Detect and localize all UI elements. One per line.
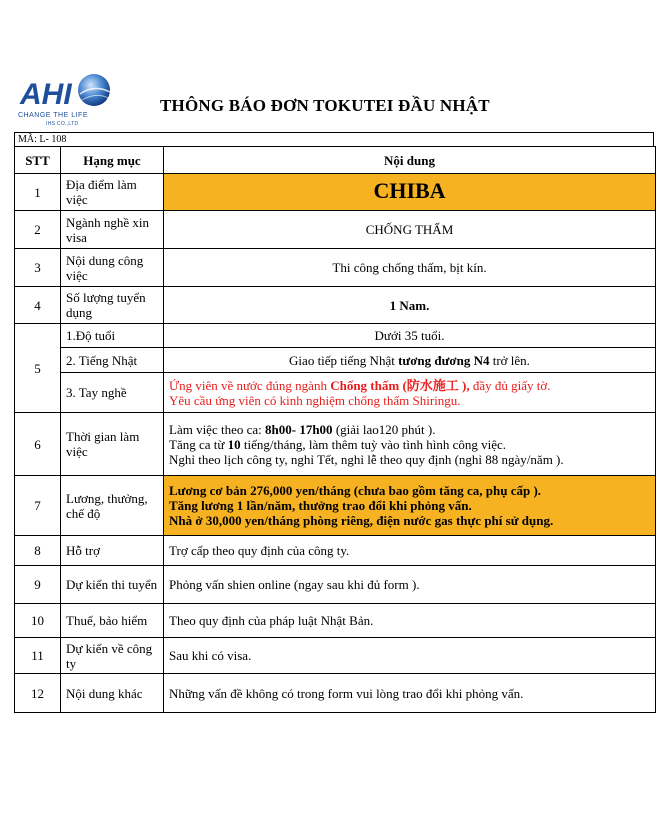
table-row (15, 348, 656, 373)
table-row (15, 413, 656, 476)
svg-text:AHI: AHI (20, 78, 72, 111)
table-row (15, 373, 656, 413)
document-code: MÃ: L- 108 (14, 132, 654, 146)
row-item: Hỗ trợ (61, 536, 164, 566)
row-content: Ứng viên về nước đúng ngành Chống thấm (防水施工 ), đầy đủ giấy tờ. Yêu cầu ứng viên có kinh nghiệm chống thấm Shiringu. (164, 373, 656, 413)
row-item: Dự kiến về công ty (61, 638, 164, 674)
row-stt: 9 (15, 566, 61, 604)
row-content: Theo quy định của pháp luật Nhật Bản. (164, 604, 656, 638)
table-row (15, 249, 656, 287)
table-row (15, 287, 656, 324)
row-item: Số lượng tuyển dụng (61, 287, 164, 324)
row-stt: 2 (15, 211, 61, 249)
table-row (15, 324, 656, 348)
header-item: Hạng mục (61, 147, 164, 174)
row-content: Sau khi có visa. (164, 638, 656, 674)
row-stt: 6 (15, 413, 61, 476)
row-content: Phỏng vấn shien online (ngay sau khi đủ form ). (164, 566, 656, 604)
table-row (15, 604, 656, 638)
row-content: Giao tiếp tiếng Nhật tương đương N4 trở lên. (164, 348, 656, 373)
document-title: THÔNG BÁO ĐƠN TOKUTEI ĐẦU NHẬT (160, 96, 490, 115)
table-row (15, 174, 656, 211)
row-content: Những vấn đề không có trong form vui lòng trao đổi khi phỏng vấn. (164, 674, 656, 713)
row-item: Địa điểm làm việc (61, 174, 164, 211)
row-stt: 10 (15, 604, 61, 638)
row-item: 1.Độ tuổi (61, 324, 164, 348)
row-item: Nội dung khác (61, 674, 164, 713)
header-stt: STT (15, 147, 61, 174)
row-stt: 5 (15, 324, 61, 413)
row-content: CHỐNG THẤM (164, 211, 656, 249)
row-item: Thời gian làm việc (61, 413, 164, 476)
row-content: 1 Nam. (164, 287, 656, 324)
work-location-value: CHIBA (164, 174, 656, 211)
row-item: 2. Tiếng Nhật (61, 348, 164, 373)
row-stt: 11 (15, 638, 61, 674)
table-row (15, 536, 656, 566)
row-stt: 1 (15, 174, 61, 211)
logo-tagline: CHANGE THE LIFE IHS CO.,LTD (18, 112, 88, 127)
row-stt: 4 (15, 287, 61, 324)
row-stt: 8 (15, 536, 61, 566)
table-header-row (15, 147, 656, 174)
row-stt: 12 (15, 674, 61, 713)
job-info-table (14, 146, 656, 713)
row-stt: 3 (15, 249, 61, 287)
row-item: Lương, thưởng, chế độ (61, 476, 164, 536)
row-item: Nội dung công việc (61, 249, 164, 287)
salary-content: Lương cơ bản 276,000 yen/tháng (chưa bao gồm tăng ca, phụ cấp ). Tăng lương 1 lần/năm, thưởng trao đổi khi phỏng vấn. Nhà ở 30,000 yen/tháng phòng riêng, điện nước gas thực phí sử dụng. (164, 476, 656, 536)
table-row (15, 566, 656, 604)
row-item: Dự kiến thi tuyển (61, 566, 164, 604)
row-content: Trợ cấp theo quy định của công ty. (164, 536, 656, 566)
row-content: Làm việc theo ca: 8h00- 17h00 (giải lao120 phút ). Tăng ca từ 10 tiếng/tháng, làm thêm tuỳ vào tình hình công việc. Nghỉ theo lịch công ty, nghỉ Tết, nghỉ lễ theo quy định (nghỉ 88 ngày/năm ). (164, 413, 656, 476)
row-stt: 7 (15, 476, 61, 536)
table-row (15, 211, 656, 249)
table-row (15, 674, 656, 713)
row-item: Ngành nghề xin visa (61, 211, 164, 249)
header-content: Nội dung (164, 147, 656, 174)
table-row (15, 638, 656, 674)
row-item: Thuế, bảo hiểm (61, 604, 164, 638)
table-row (15, 476, 656, 536)
row-item: 3. Tay nghề (61, 373, 164, 413)
row-content: Thi công chống thấm, bịt kín. (164, 249, 656, 287)
row-content: Dưới 35 tuổi. (164, 324, 656, 348)
